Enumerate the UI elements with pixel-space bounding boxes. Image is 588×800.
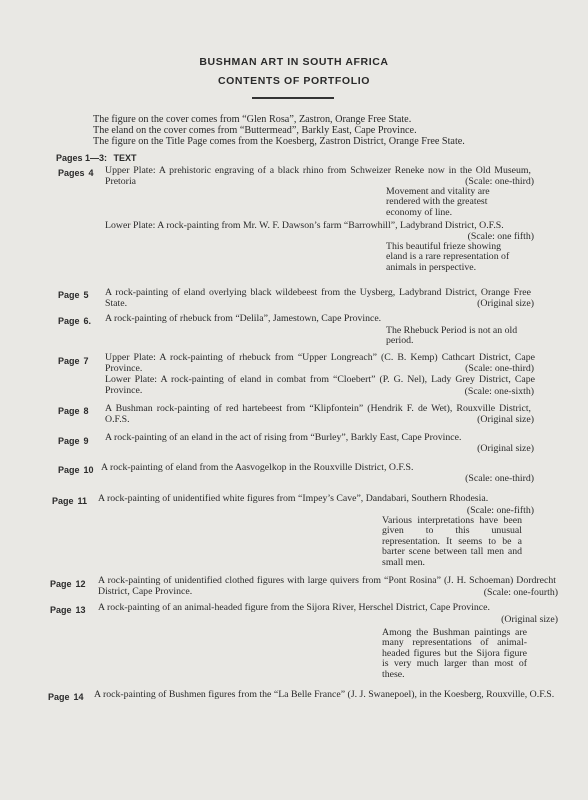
intro-line-1: The figure on the cover comes from “Glen Rosa”, Zastron, Orange Free State. [93, 114, 412, 125]
page-label-word: Page [58, 436, 80, 446]
intro-line-2: The eland on the cover comes from “Buttermead”, Barkly East, Cape Province. [93, 125, 417, 136]
page-number: 8 [83, 406, 89, 416]
page-number: 4 [88, 168, 94, 178]
entry-7-upper-scale: (Scale: one-third) [465, 363, 534, 374]
entry-6-text: A rock-painting of rhebuck from “Delila”, Jamestown, Cape Province. [105, 313, 382, 324]
page-label-10 [58, 465, 94, 475]
page-number: 14 [73, 692, 84, 702]
entry-5-scale: (Original size) [477, 298, 534, 309]
entry-5-text: A rock-painting of eland overlying black wildebeest from the Uysberg, Ladybrand District, Orange Free State. [105, 287, 531, 309]
entry-9-scale: (Original size) [477, 443, 534, 454]
page-label-5 [58, 290, 89, 300]
page-label-8 [58, 406, 89, 416]
entry-11-note: Various interpretations have been given to this unusual representation. It seems to be a barter scene between tall men and small men. [382, 515, 522, 568]
page-label-4 [58, 168, 94, 178]
page-label-12 [50, 579, 86, 589]
entry-7-upper: Upper Plate: A rock-painting of rhebuck from “Upper Longreach” (C. B. Kemp) Cathcart District, Cape Province. [105, 352, 535, 374]
entry-4-lower-note: This beautiful frieze showing eland is a rare representation of animals in perspective. [386, 241, 510, 273]
text-section [56, 153, 137, 163]
page-label-word: Page [50, 605, 72, 615]
page-label-7 [58, 356, 89, 366]
entry-11-text: A rock-painting of unidentified white figures from “Impey’s Cave”, Dandabari, Southern Rhodesia. [98, 493, 489, 504]
entry-7-lower-scale: (Scale: one-sixth) [464, 386, 534, 397]
page-label-word: Page [48, 692, 70, 702]
page-label-6 [58, 316, 91, 326]
entry-4-upper-scale: (Scale: one-third) [465, 176, 534, 187]
page-label-word: Page [58, 290, 80, 300]
page-label-word: Page [58, 465, 80, 475]
entry-13-text: A rock-painting of an animal-headed figure from the Sijora River, Herschel District, Cape Province. [98, 602, 490, 613]
entry-7-lower: Lower Plate: A rock-painting of eland in combat from “Cloebert” (P. G. Nel), Lady Grey District, Cape Province. [105, 374, 535, 396]
title-rule [252, 97, 334, 100]
page-label-11 [52, 496, 87, 506]
page-label-word: Page [58, 356, 80, 366]
text-section-label: Pages 1—3: [56, 153, 108, 163]
page-number: 13 [75, 605, 86, 615]
entry-8-scale: (Original size) [477, 414, 534, 425]
document-title: BUSHMAN ART IN SOUTH AFRICA [199, 56, 389, 68]
text-section-value: TEXT [113, 153, 137, 163]
intro-line-3: The figure on the Title Page comes from the Koesberg, Zastron District, Orange Free State. [93, 136, 465, 147]
page-label-word: Page [50, 579, 72, 589]
page-label-word: Page [58, 406, 80, 416]
page-number: 12 [75, 579, 86, 589]
page-label-14 [48, 692, 84, 702]
entry-9-text: A rock-painting of an eland in the act of rising from “Burley”, Barkly East, Cape Province. [105, 432, 462, 443]
page-label-13 [50, 605, 86, 615]
entry-11-scale: (Scale: one-fifth) [466, 505, 534, 516]
entry-8-text: A Bushman rock-painting of red hartebeest from “Klipfontein” (Hendrik F. de Wet), Rouxville District, O.F.S. [105, 403, 531, 425]
page-number: 9 [83, 436, 89, 446]
entry-10-scale: (Scale: one-third) [465, 473, 534, 484]
page-number: 6. [83, 316, 92, 326]
page-label-9 [58, 436, 89, 446]
page-label-word: Pages [58, 168, 85, 178]
page-number: 7 [83, 356, 89, 366]
entry-12-text: A rock-painting of unidentified clothed figures with large quivers from “Pont Rosina” (J. H. Schoeman) Dordrecht District, Cape Province. [98, 575, 556, 597]
entry-4-lower-scale: (Scale: one fifth) [467, 231, 534, 242]
entry-13-scale: (Original size) [501, 614, 558, 625]
entry-4-lower: Lower Plate: A rock-painting from Mr. W. F. Dawson’s farm “Barrowhill”, Ladybrand District, O.F.S. [105, 220, 504, 231]
page-number: 5 [83, 290, 89, 300]
entry-14-text: A rock-painting of Bushmen figures from the “La Belle France” (J. J. Swanepoel), in the Koesberg, Rouxville, O.F.S. [94, 689, 555, 700]
entry-4-upper: Upper Plate: A prehistoric engraving of a black rhino from Schweizer Reneke now in the Old Museum, Pretoria [105, 165, 531, 187]
entry-12-scale: (Scale: one-fourth) [483, 587, 558, 598]
page-number: 11 [77, 496, 88, 506]
page-number: 10 [83, 465, 94, 475]
entry-4-upper-note: Movement and vitality are rendered with the greatest economy of line. [386, 186, 490, 218]
document-subtitle: CONTENTS OF PORTFOLIO [217, 75, 370, 87]
page-label-word: Page [58, 316, 80, 326]
entry-13-note: Among the Bushman paintings are many representations of animal-headed figures but the Sijora figure is very much larger than most of these. [382, 627, 527, 680]
entry-6-note: The Rhebuck Period is not an old period. [386, 325, 518, 347]
entry-10-text: A rock-painting of eland from the Aasvogelkop in the Rouxville District, O.F.S. [101, 462, 414, 473]
page-label-word: Page [52, 496, 74, 506]
